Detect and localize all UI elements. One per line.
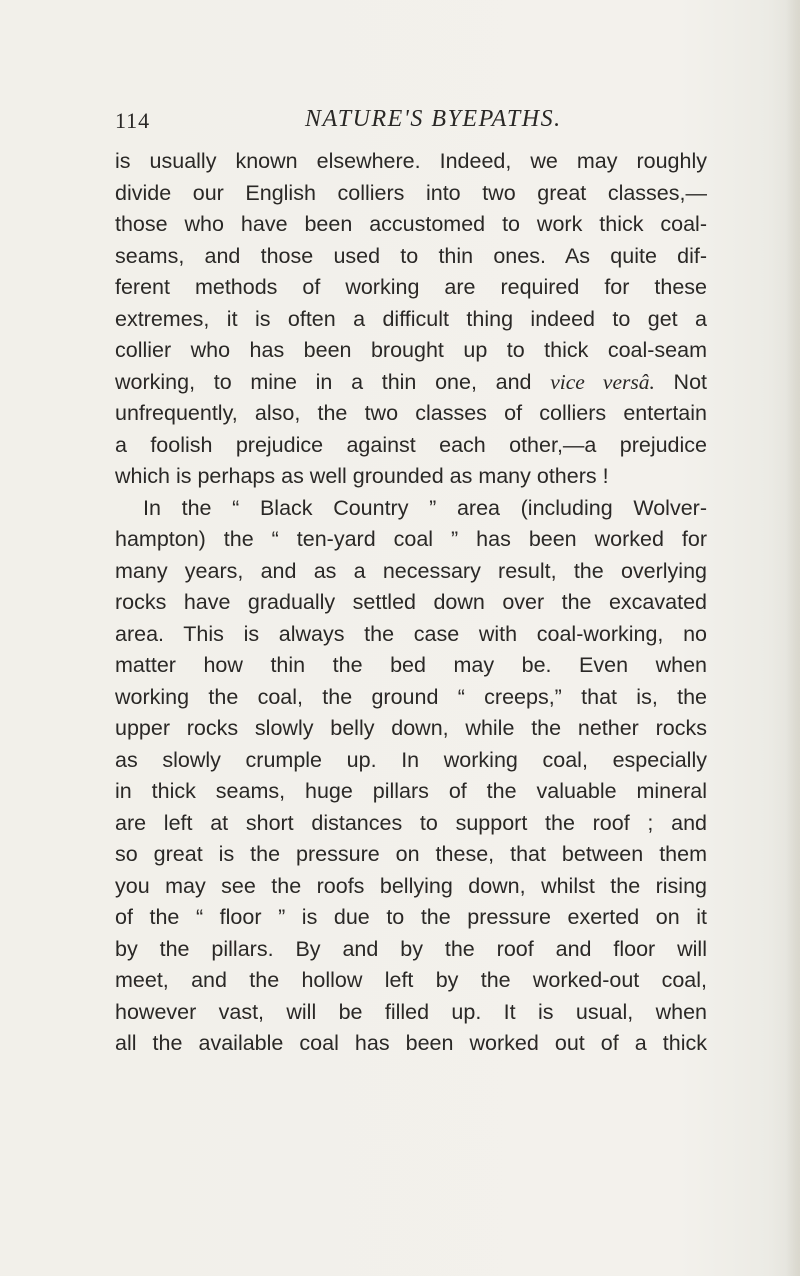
text-segment: working, to mine in a thin one, and [115,369,532,394]
text-line: ferent methods of working are required for these [115,275,707,299]
text-line: matter how thin the bed may be. Even when [115,653,707,677]
text-line: meet, and the hollow left by the worked-out coal, [115,968,707,992]
running-title: NATURE'S BYEPATHS. [305,106,562,132]
text-line: extremes, it is often a difficult thing indeed to get a [115,306,707,331]
text-line: many years, and as a necessary result, the overlying [115,558,707,583]
text-line: you may see the roofs bellying down, whilst the rising [115,873,707,898]
text-line: upper rocks slowly belly down, while the nether rocks [115,716,707,740]
text-line: divide our English colliers into two great classes,— [115,180,707,205]
text-line: unfrequently, also, the two classes of colliers entertain [115,401,707,425]
text-line: which is perhaps as well grounded as many others ! [115,464,609,488]
text-line: as slowly crumple up. In working coal, especially [115,747,707,772]
text-line: hampton) the “ ten-yard coal ” has been worked for [115,527,707,551]
text-line: so great is the pressure on these, that between them [115,842,707,866]
text-line: seams, and those used to thin ones. As quite dif- [115,243,707,268]
page-number: 114 [115,108,151,133]
text-line: of the “ floor ” is due to the pressure exerted on it [115,905,707,929]
text-line: rocks have gradually settled down over the excavated [115,590,707,614]
body-text [115,146,707,1060]
text-line-mixed [115,367,707,399]
text-line: is usually known elsewhere. Indeed, we may roughly [115,149,707,173]
running-head [115,108,705,148]
text-line: all the available coal has been worked out of a thick [115,1031,707,1055]
italic-phrase: vice versâ. [550,369,655,394]
paragraph-start-line: In the “ Black Country ” area (including Wolver- [143,495,707,520]
text-line: however vast, will be filled up. It is usual, when [115,999,707,1024]
text-line: working the coal, the ground “ creeps,” that is, the [115,684,707,709]
text-line: those who have been accustomed to work thick coal- [115,212,707,236]
text-line: a foolish prejudice against each other,—a prejudice [115,432,707,457]
text-segment: Not [673,369,708,394]
text-line: collier who has been brought up to thick coal-seam [115,338,707,362]
page-edge-shadow [786,0,800,1276]
text-line: are left at short distances to support the roof ; and [115,810,707,835]
text-line: by the pillars. By and by the roof and floor will [115,936,707,961]
text-line: in thick seams, huge pillars of the valuable mineral [115,779,707,803]
text-line: area. This is always the case with coal-working, no [115,621,707,646]
